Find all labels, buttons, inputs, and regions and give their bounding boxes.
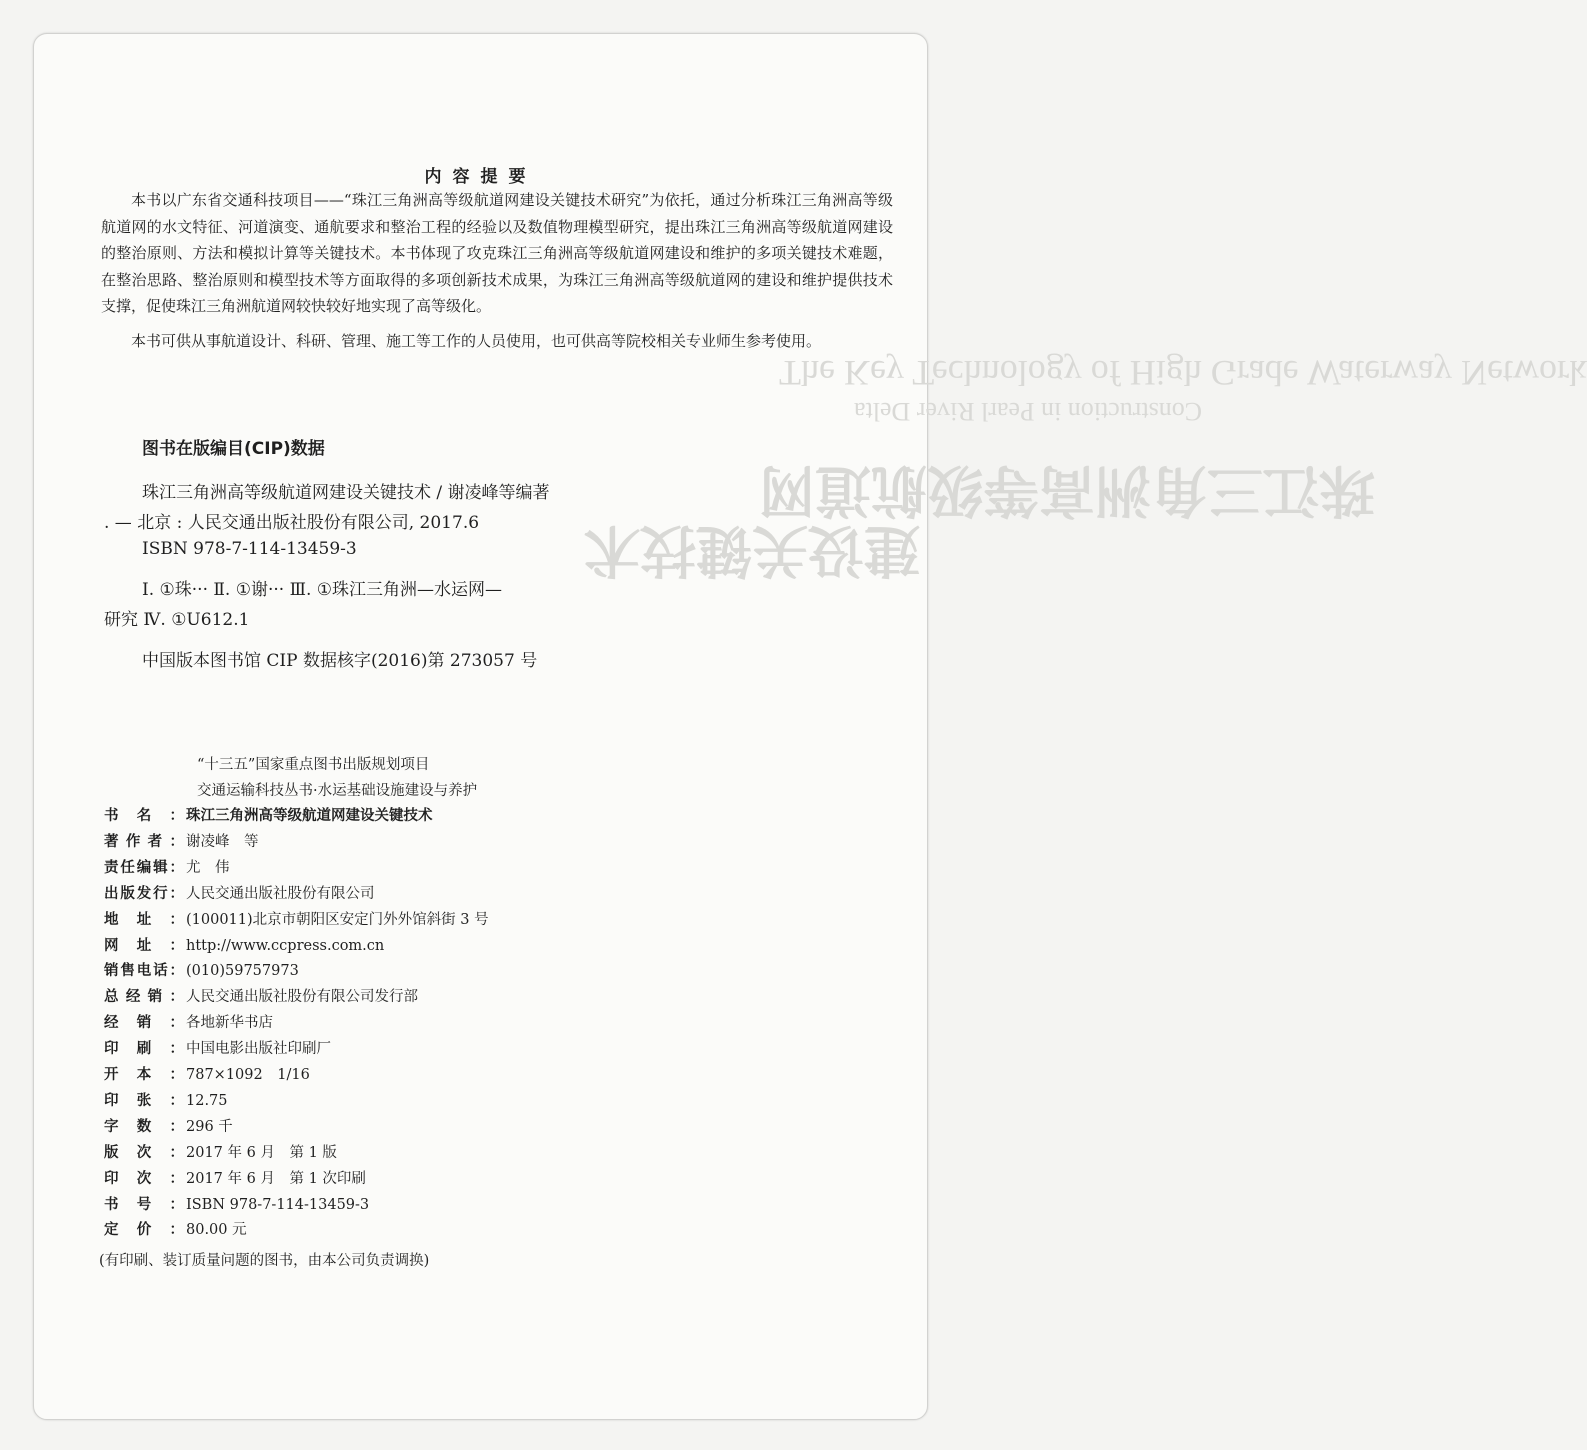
quality-note: (有印刷、装订质量问题的图书，由本公司负责调换) bbox=[99, 1253, 430, 1269]
info-row bbox=[104, 1141, 337, 1165]
info-label: 字数： bbox=[104, 1118, 184, 1135]
ghost-chinese-title-1: 珠江三角洲高等级航道网 bbox=[759, 457, 1375, 522]
info-value: 人民交通出版社股份有限公司发行部 bbox=[186, 989, 418, 1006]
info-row bbox=[104, 908, 489, 932]
info-label: 责任编辑： bbox=[104, 859, 184, 876]
series-book-line: 交通运输科技丛书·水运基础设施建设与养护 bbox=[197, 783, 478, 799]
info-label: 印次： bbox=[104, 1170, 184, 1187]
info-value: 80.00 元 bbox=[186, 1222, 247, 1239]
cip-publisher-line: . — 北京 : 人民交通出版社股份有限公司, 2017.6 bbox=[104, 513, 480, 533]
info-value: 各地新华书店 bbox=[186, 1015, 273, 1032]
info-label: 印张： bbox=[104, 1092, 184, 1109]
series-project-line: “十三五”国家重点图书出版规划项目 bbox=[197, 757, 430, 773]
info-value: 787×1092 1/16 bbox=[186, 1067, 310, 1083]
info-row bbox=[104, 1167, 366, 1191]
info-value: ISBN 978-7-114-13459-3 bbox=[186, 1196, 370, 1213]
cip-classification-line-2: 研究 Ⅳ. ①U612.1 bbox=[104, 610, 250, 630]
info-row bbox=[104, 882, 375, 906]
info-row bbox=[104, 959, 299, 983]
info-row bbox=[104, 934, 384, 958]
cip-classification-line: Ⅰ. ①珠··· Ⅱ. ①谢··· Ⅲ. ①珠江三角洲—水运网— bbox=[142, 580, 503, 600]
info-row bbox=[104, 1218, 247, 1242]
info-row bbox=[104, 856, 230, 880]
info-row bbox=[104, 804, 433, 828]
ghost-chinese-title-2: 建设关键技术 bbox=[584, 517, 920, 582]
ghost-english-title-2: Construction in Pearl River Delta bbox=[854, 397, 1203, 426]
copyright-page bbox=[33, 33, 1587, 1420]
info-value: 人民交通出版社股份有限公司 bbox=[186, 885, 375, 902]
info-value: 珠江三角洲高等级航道网建设关键技术 bbox=[186, 808, 433, 824]
info-row bbox=[104, 1193, 369, 1217]
summary-paragraph-2: 本书可供从事航道设计、科研、管理、施工等工作的人员使用，也可供高等院校相关专业师生参考使用。 bbox=[131, 332, 822, 350]
info-value: 2017 年 6 月 第 1 版 bbox=[186, 1144, 337, 1161]
summary-paragraph-1: 本书以广东省交通科技项目——“珠江三角洲高等级航道网建设关键技术研究”为依托，通过分析珠江三角洲高等级航道网的水文特征、河道演变、通航要求和整治工程的经验以及数值物理模型研究，提出珠江三角洲高等级航道网建设的整治原则、方法和模拟计算等关键技术。本书体现了攻克珠江三角洲高等级航道网建设和维护的多项关键技术难题，在整治思路、整治原则和模型技术等方面取得的多项创新技术成果，为珠江三角洲高等级航道网的建设和维护提供技术支撑，促使珠江三角洲航道网较快较好地实现了高等级化。 bbox=[101, 191, 893, 315]
info-row bbox=[104, 830, 259, 854]
info-value: (100011)北京市朝阳区安定门外外馆斜街 3 号 bbox=[186, 911, 489, 928]
info-label: 出版发行： bbox=[104, 885, 184, 902]
info-value: 中国电影出版社印刷厂 bbox=[186, 1041, 331, 1058]
info-label: 销售电话： bbox=[104, 963, 184, 980]
info-label: 定价： bbox=[104, 1222, 184, 1239]
info-value[interactable]: http://www.ccpress.com.cn bbox=[186, 937, 385, 954]
info-label: 网址： bbox=[104, 937, 184, 954]
info-row bbox=[104, 1037, 331, 1061]
info-row bbox=[104, 985, 418, 1009]
info-value: (010)59757973 bbox=[186, 963, 299, 980]
ghost-english-title-1: The Key Technology of High Grade Waterway Network bbox=[779, 353, 1587, 393]
info-label: 地址： bbox=[104, 911, 184, 928]
info-row bbox=[104, 1089, 228, 1113]
info-label: 著作者： bbox=[104, 833, 184, 850]
cip-isbn-line: ISBN 978-7-114-13459-3 bbox=[142, 539, 357, 559]
info-value: 12.75 bbox=[186, 1092, 228, 1109]
cip-title-line: 珠江三角洲高等级航道网建设关键技术 / 谢凌峰等编著 bbox=[142, 483, 550, 503]
summary-heading: 内容提要 bbox=[424, 167, 537, 187]
info-value: 谢凌峰 等 bbox=[186, 833, 259, 850]
info-label: 经销： bbox=[104, 1015, 184, 1032]
info-value: 296 千 bbox=[186, 1118, 233, 1135]
info-label: 版次： bbox=[104, 1144, 184, 1161]
info-value: 2017 年 6 月 第 1 次印刷 bbox=[186, 1170, 366, 1187]
info-label: 开本： bbox=[104, 1067, 184, 1083]
cip-heading: 图书在版编目(CIP)数据 bbox=[142, 439, 325, 459]
info-label: 总经销： bbox=[104, 989, 184, 1006]
cip-record-number: 中国版本图书馆 CIP 数据核字(2016)第 273057 号 bbox=[142, 651, 538, 671]
info-label: 印刷： bbox=[104, 1041, 184, 1058]
info-row bbox=[104, 1063, 310, 1087]
info-row bbox=[104, 1115, 233, 1139]
info-value: 尤 伟 bbox=[186, 859, 230, 876]
info-label: 书名： bbox=[104, 808, 184, 824]
info-label: 书号： bbox=[104, 1196, 184, 1213]
info-row bbox=[104, 1011, 273, 1035]
